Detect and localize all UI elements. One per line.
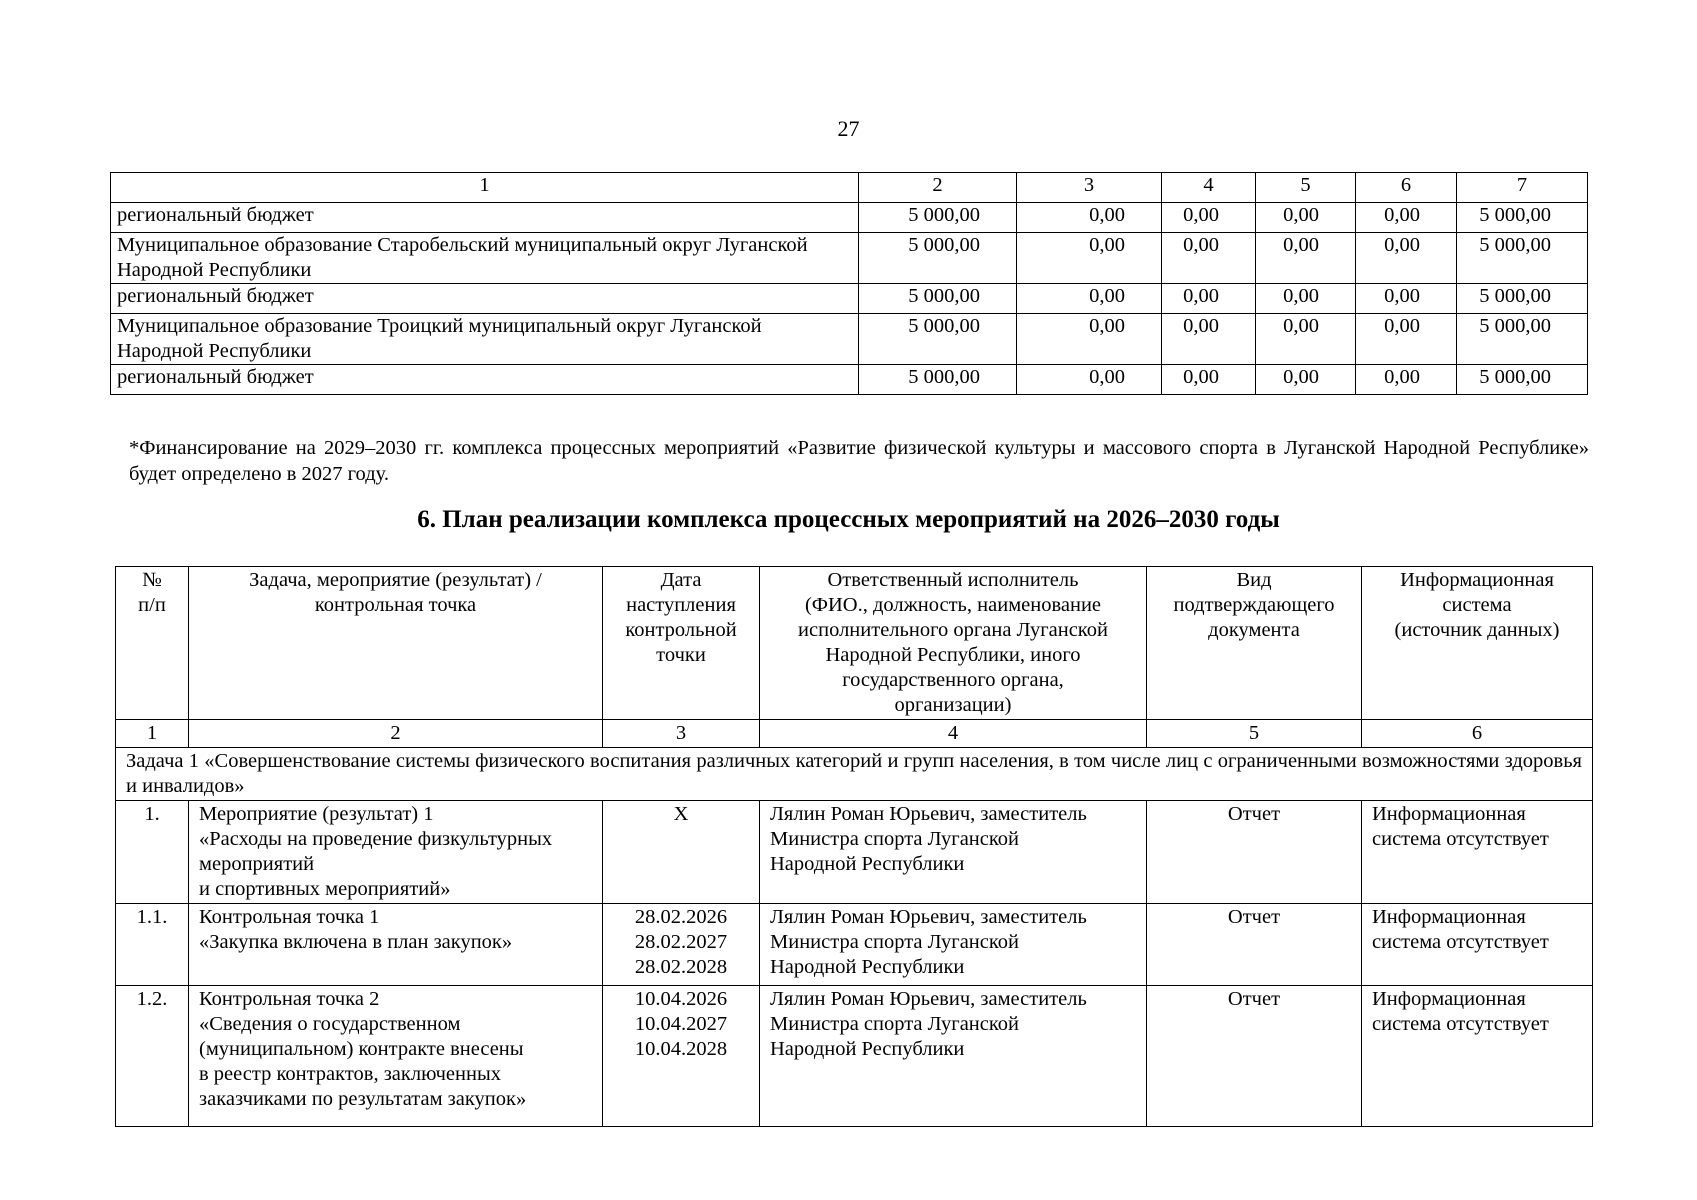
measure-name: Контрольная точка 2 «Сведения о государственном (муниципальном) контракте внесены в реестр контрактов, заключенных заказчиками по результатам закупок»: [189, 986, 603, 1127]
value-cell: 0,00: [1017, 284, 1162, 314]
value-cell: 0,00: [1162, 203, 1256, 233]
section-title: 6. План реализации комплекса процессных мероприятий на 2026–2030 годы: [417, 506, 1280, 533]
row-name: региональный бюджет: [111, 203, 859, 233]
column-number: 6: [1362, 720, 1593, 748]
row-number: 1.: [116, 801, 189, 904]
value-cell: 0,00: [1256, 233, 1356, 284]
header-number: № п/п: [116, 567, 189, 720]
row-number: 1.1.: [116, 904, 189, 986]
column-number: 5: [1147, 720, 1362, 748]
value-cell: 5 000,00: [859, 284, 1017, 314]
row-name: региональный бюджет: [111, 365, 859, 395]
financing-header-row: [111, 173, 1588, 203]
value-cell: 5 000,00: [859, 365, 1017, 395]
value-cell: 5 000,00: [1457, 365, 1588, 395]
value-cell: 5 000,00: [859, 233, 1017, 284]
column-number: 1: [111, 173, 859, 203]
header-document: Вид подтверждающего документа: [1147, 567, 1362, 720]
value-cell: 0,00: [1256, 365, 1356, 395]
value-cell: 0,00: [1017, 314, 1162, 365]
value-cell: 0,00: [1017, 203, 1162, 233]
value-cell: 0,00: [1256, 284, 1356, 314]
table-row: [111, 314, 1588, 365]
document-type: Отчет: [1147, 904, 1362, 986]
information-system: Информационная система отсутствует: [1362, 801, 1593, 904]
implementation-plan-table: [115, 566, 1593, 1127]
value-cell: 0,00: [1356, 203, 1457, 233]
document-type: Отчет: [1147, 801, 1362, 904]
value-cell: 5 000,00: [1457, 203, 1588, 233]
value-cell: 0,00: [1162, 365, 1256, 395]
column-number: 6: [1356, 173, 1457, 203]
column-number: 5: [1256, 173, 1356, 203]
table-row: [111, 233, 1588, 284]
responsible-executor: Лялин Роман Юрьевич, заместитель Министра спорта Луганской Народной Республики: [760, 986, 1147, 1127]
table-row: [111, 284, 1588, 314]
column-number: 3: [1017, 173, 1162, 203]
value-cell: 5 000,00: [859, 314, 1017, 365]
information-system: Информационная система отсутствует: [1362, 904, 1593, 986]
value-cell: 0,00: [1356, 314, 1457, 365]
row-name: региональный бюджет: [111, 284, 859, 314]
value-cell: 0,00: [1356, 284, 1457, 314]
control-date: 28.02.2026 28.02.2027 28.02.2028: [603, 904, 760, 986]
value-cell: 0,00: [1356, 233, 1457, 284]
financing-table: [110, 172, 1588, 395]
value-cell: 0,00: [1017, 233, 1162, 284]
responsible-executor: Лялин Роман Юрьевич, заместитель Министра спорта Луганской Народной Республики: [760, 801, 1147, 904]
column-number: 2: [859, 173, 1017, 203]
column-number: 3: [603, 720, 760, 748]
row-number: 1.2.: [116, 986, 189, 1127]
table-row: [111, 203, 1588, 233]
header-executor: Ответственный исполнитель (ФИО., должность, наименование исполнительного органа Луганской Народной Республики, иного государственного органа, организации): [760, 567, 1147, 720]
header-system: Информационная система (источник данных): [1362, 567, 1593, 720]
header-date: Дата наступления контрольной точки: [603, 567, 760, 720]
value-cell: 0,00: [1162, 314, 1256, 365]
plan-header-row: [116, 567, 1593, 720]
row-name: Муниципальное образование Старобельский муниципальный округ Луганской Народной Республики: [111, 233, 859, 284]
value-cell: 0,00: [1162, 233, 1256, 284]
value-cell: 0,00: [1256, 203, 1356, 233]
measure-name: Мероприятие (результат) 1 «Расходы на проведение физкультурных мероприятий и спортивных мероприятий»: [189, 801, 603, 904]
column-number: 7: [1457, 173, 1588, 203]
value-cell: 5 000,00: [1457, 314, 1588, 365]
responsible-executor: Лялин Роман Юрьевич, заместитель Министра спорта Луганской Народной Республики: [760, 904, 1147, 986]
task-row: [116, 748, 1593, 801]
page-number: 27: [837, 116, 860, 141]
column-number: 1: [116, 720, 189, 748]
value-cell: 0,00: [1017, 365, 1162, 395]
value-cell: 5 000,00: [1457, 233, 1588, 284]
footnote: *Финансирование на 2029–2030 гг. комплекса процессных мероприятий «Развитие физической культуры и массового спорта в Луганской Народной Республике» будет определено в 2027 году.: [129, 437, 1589, 485]
row-name: Муниципальное образование Троицкий муниципальный округ Луганской Народной Республики: [111, 314, 859, 365]
table-row: [111, 365, 1588, 395]
information-system: Информационная система отсутствует: [1362, 986, 1593, 1127]
value-cell: 5 000,00: [1457, 284, 1588, 314]
value-cell: 0,00: [1162, 284, 1256, 314]
table-row: [116, 904, 1593, 986]
task-description: Задача 1 «Совершенствование системы физического воспитания различных категорий и групп населения, в том числе лиц с ограниченными возможностями здоровья и инвалидов»: [116, 748, 1593, 801]
control-date: X: [603, 801, 760, 904]
column-number: 2: [189, 720, 603, 748]
header-task: Задача, мероприятие (результат) / контрольная точка: [189, 567, 603, 720]
document-type: Отчет: [1147, 986, 1362, 1127]
column-number-row: [116, 720, 1593, 748]
control-date: 10.04.2026 10.04.2027 10.04.2028: [603, 986, 760, 1127]
value-cell: 0,00: [1356, 365, 1457, 395]
measure-name: Контрольная точка 1 «Закупка включена в план закупок»: [189, 904, 603, 986]
table-row: [116, 801, 1593, 904]
value-cell: 5 000,00: [859, 203, 1017, 233]
table-row: [116, 986, 1593, 1127]
column-number: 4: [760, 720, 1147, 748]
column-number: 4: [1162, 173, 1256, 203]
value-cell: 0,00: [1256, 314, 1356, 365]
